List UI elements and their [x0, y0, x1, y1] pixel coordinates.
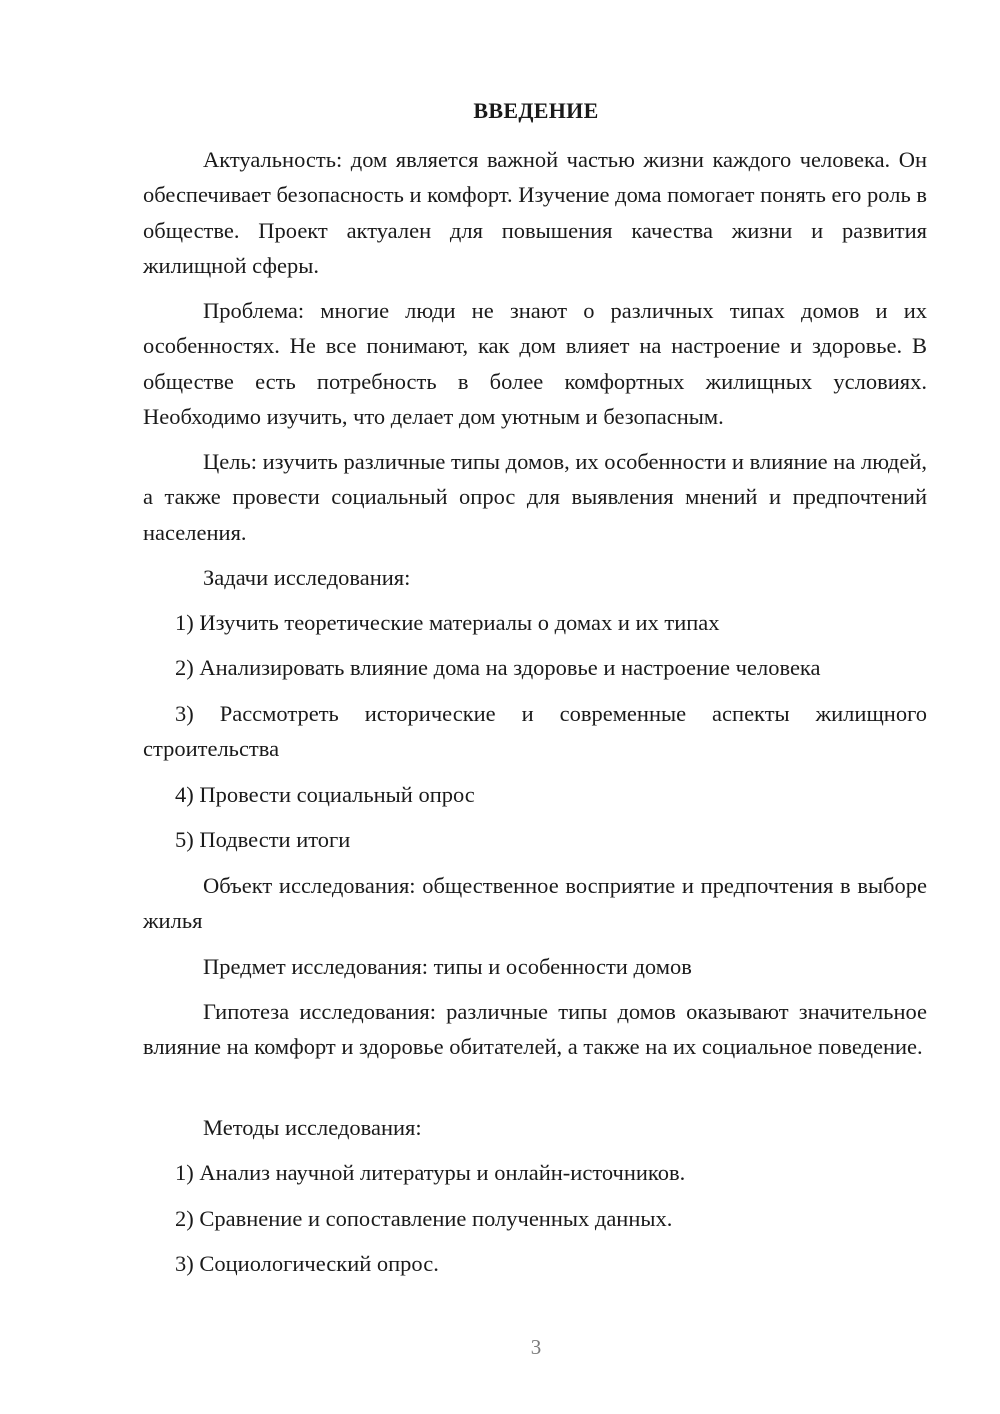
task-item-3: 3) Рассмотреть исторические и современные аспекты жилищного строительства [143, 701, 927, 762]
goal-paragraph: Цель: изучить различные типы домов, их особенности и влияние на людей, а также провести социальный опрос для выявления мнений и предпочтений населения. [143, 449, 927, 545]
object-paragraph: Объект исследования: общественное восприятие и предпочтения в выборе жилья [143, 873, 927, 934]
relevance-paragraph: Актуальность: дом является важной частью жизни каждого человека. Он обеспечивает безопасность и комфорт. Изучение дома помогает понять его роль в обществе. Проект актуален для повышения качества жизни и развития жилищной сферы. [143, 147, 927, 278]
task-item-4: 4) Провести социальный опрос [175, 782, 475, 807]
method-item-3: 3) Социологический опрос. [175, 1251, 439, 1276]
task-item-1: 1) Изучить теоретические материалы о домах и их типах [175, 610, 720, 635]
method-item-2: 2) Сравнение и сопоставление полученных данных. [175, 1206, 673, 1231]
hypothesis-paragraph: Гипотеза исследования: различные типы домов оказывают значительное влияние на комфорт и здоровье обитателей, а также на их социальное поведение. [143, 999, 927, 1060]
task-item-2: 2) Анализировать влияние дома на здоровье и настроение человека [175, 655, 821, 680]
page-number: 3 [530, 1335, 542, 1359]
page-title: ВВЕДЕНИЕ [473, 98, 599, 123]
method-item-1: 1) Анализ научной литературы и онлайн-источников. [175, 1160, 686, 1185]
subject-paragraph: Предмет исследования: типы и особенности домов [203, 954, 692, 979]
task-item-5: 5) Подвести итоги [175, 827, 351, 852]
tasks-heading: Задачи исследования: [203, 565, 411, 590]
problem-paragraph: Проблема: многие люди не знают о различных типах домов и их особенностях. Не все понимают, как дом влияет на настроение и здоровье. В обществе есть потребность в более комфортных жилищных условиях. Необходимо изучить, что делает дом уютным и безопасным. [143, 298, 927, 429]
methods-heading: Методы исследования: [203, 1115, 422, 1140]
